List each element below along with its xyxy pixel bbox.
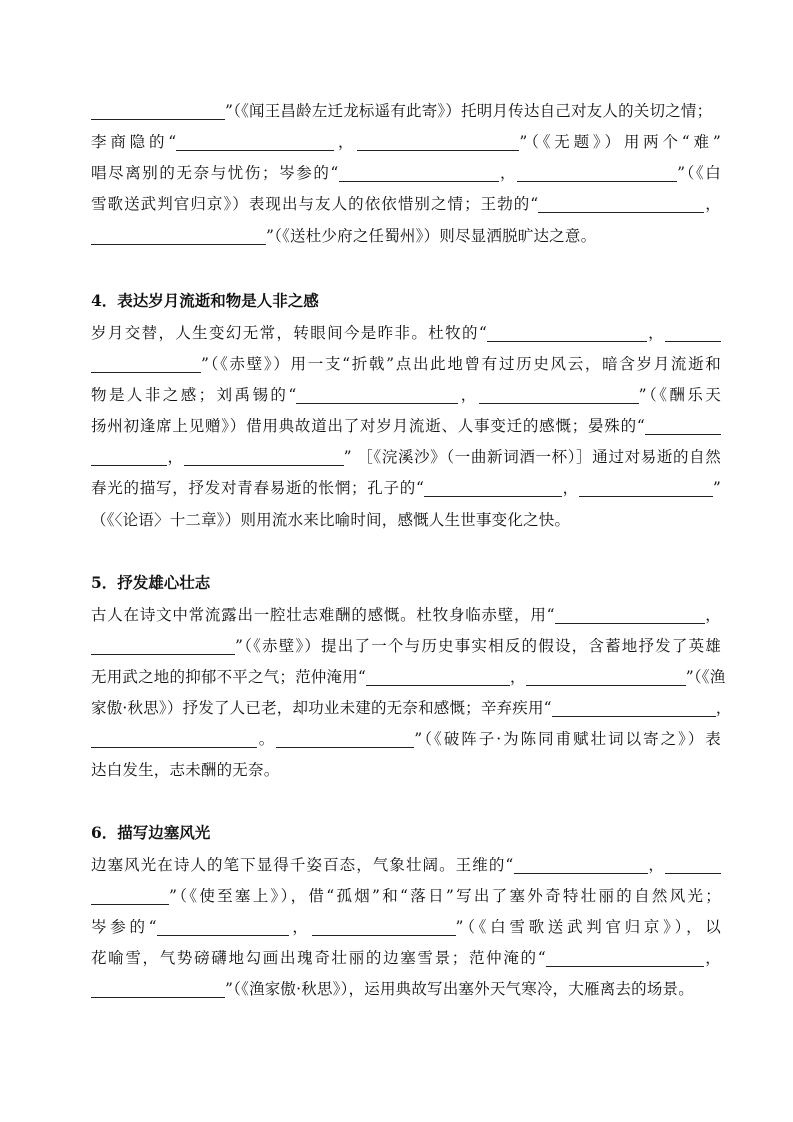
text: 岑参的“: [91, 918, 157, 936]
text: 无用武之地的抑郁不平之气；范仲淹用“: [91, 668, 367, 686]
text: ”（《赤壁》）提出了一个与历史事实相反的假设，含蓄地抒发了英雄: [235, 637, 721, 655]
s6-line-3: [91, 917, 721, 939]
s4-line-6: [91, 478, 721, 500]
s4-line-7: （《〈论语〉十二章》）则用流水来比喻时间，感慨人生世事变化之快。: [91, 511, 571, 529]
s6-line-5: [91, 979, 721, 1001]
text: 花喻雪，气势磅礴地勾画出瑰奇壮丽的边塞雪景；范仲淹的“: [91, 949, 546, 967]
s4-line-5: [91, 447, 721, 469]
fill-blank[interactable]: [579, 479, 713, 497]
s5-line-5: [91, 729, 721, 751]
text: ，: [288, 918, 312, 936]
text: 边塞风光在诗人的笔下显得千姿百态，气象壮阔。王维的“: [91, 856, 514, 874]
fill-blank[interactable]: [424, 479, 562, 497]
text: ，: [647, 856, 665, 874]
s5-line-3: [91, 667, 726, 689]
text: ”（《赤壁》）用一支“折戟”点出此地曾有过历史风云，暗含岁月流逝和: [201, 355, 721, 373]
text: 。: [257, 730, 277, 748]
s5-line-6: 达白发生，志未酬的无奈。: [91, 761, 280, 779]
text: 雪歌送武判官归京》）表现出与友人的依依惜别之情；王勃的“: [91, 195, 539, 213]
fill-blank[interactable]: [339, 164, 499, 182]
text: ，: [334, 133, 358, 151]
s3-line-1: [91, 101, 721, 123]
fill-blank[interactable]: [479, 386, 639, 404]
fill-blank[interactable]: [517, 164, 677, 182]
s3-line-4: [91, 194, 721, 216]
text: ，: [715, 699, 732, 717]
text: ，: [562, 479, 579, 497]
s4-line-4: [91, 416, 721, 438]
fill-blank[interactable]: [91, 227, 266, 245]
s6-line-4: [91, 948, 721, 970]
text: ”（《白雪歌送武判官归京》），以: [455, 918, 721, 936]
text: ，: [498, 164, 518, 182]
text: ，: [704, 195, 721, 213]
text: ”（《闻王昌龄左迁龙标遥有此寄》）托明月传达自己对友人的关切之情；: [225, 102, 713, 120]
text: 物是人非之感；刘禹锡的“: [91, 386, 297, 404]
text: ，: [703, 949, 722, 967]
fill-blank[interactable]: [157, 918, 289, 936]
fill-blank[interactable]: [665, 324, 721, 342]
s4-line-3: [91, 385, 721, 407]
fill-blank[interactable]: [276, 730, 414, 748]
fill-blank[interactable]: [645, 417, 721, 435]
s3-line-2: [91, 132, 721, 154]
text: ”（《破阵子·为陈同甫赋壮词以寄之》）表: [414, 730, 721, 748]
fill-blank[interactable]: [487, 324, 647, 342]
fill-blank[interactable]: [184, 448, 344, 466]
text: 家傲·秋思》）抒发了人已老，却功业未建的无奈和感慨；辛弃疾用“: [91, 699, 552, 717]
s5-line-1: [91, 605, 721, 627]
fill-blank[interactable]: [91, 637, 235, 655]
fill-blank[interactable]: [514, 856, 648, 874]
text: ”（《使至塞上》），借“孤烟”和“落日”写出了塞外奇特壮丽的自然风光；: [169, 887, 721, 905]
fill-blank[interactable]: [555, 606, 705, 624]
text: ，: [510, 668, 526, 686]
text: 唱尽离别的无奈与忧伤；岑参的“: [91, 164, 339, 182]
fill-blank[interactable]: [546, 949, 704, 967]
s3-line-5: [91, 226, 721, 248]
text: ” ［《浣溪沙》（一曲新词酒一杯）］通过对易逝的自然: [343, 448, 721, 466]
s4-line-2: [91, 354, 721, 376]
text: 古人在诗文中常流露出一腔壮志难酬的感慨。杜牧身临赤壁，用“: [91, 606, 555, 624]
text: ”（《渔: [685, 668, 726, 686]
text: ，: [704, 606, 721, 624]
s4-line-1: [91, 323, 721, 345]
section-heading: 5．抒发雄心壮志: [91, 573, 211, 592]
fill-blank[interactable]: [526, 668, 686, 686]
fill-blank[interactable]: [91, 102, 225, 120]
fill-blank[interactable]: [91, 355, 201, 373]
fill-blank[interactable]: [312, 918, 456, 936]
fill-blank[interactable]: [665, 856, 721, 874]
s3-line-3: [91, 163, 721, 185]
s6-line-1: [91, 855, 721, 877]
fill-blank[interactable]: [296, 386, 458, 404]
fill-blank[interactable]: [91, 448, 167, 466]
text: ”（《渔家傲·秋思》），运用典故写出塞外天气寒冷，大雁离去的场景。: [225, 980, 694, 998]
fill-blank[interactable]: [91, 730, 257, 748]
text: ”: [712, 479, 721, 497]
section-heading: 4．表达岁月流逝和物是人非之感: [91, 291, 319, 310]
fill-blank[interactable]: [552, 699, 716, 717]
text: 扬州初逢席上见赠》）借用典故道出了对岁月流逝、人事变迁的感慨；晏殊的“: [91, 417, 645, 435]
text: ”（《无题》）用两个“难”: [519, 133, 721, 151]
fill-blank[interactable]: [357, 133, 519, 151]
text: ”（《送杜少府之任蜀州》）则尽显洒脱旷达之意。: [266, 227, 597, 245]
s5-line-2: [91, 636, 721, 658]
text: ”（《酬乐天: [638, 386, 722, 404]
text: ，: [458, 386, 479, 404]
text: ”（《白: [677, 164, 721, 182]
text: 春光的描写，抒发对青春易逝的怅惘；孔子的“: [91, 479, 425, 497]
text: ，: [167, 448, 184, 466]
fill-blank[interactable]: [91, 980, 225, 998]
text: 李商隐的“: [91, 133, 177, 151]
fill-blank[interactable]: [538, 195, 704, 213]
section-heading: 6．描写边塞风光: [91, 823, 211, 842]
fill-blank[interactable]: [176, 133, 334, 151]
text: 岁月交替，人生变幻无常，转眼间今是昨非。杜牧的“: [91, 324, 487, 342]
s6-line-2: [91, 886, 721, 908]
s5-line-4: [91, 698, 732, 720]
fill-blank[interactable]: [366, 668, 510, 686]
fill-blank[interactable]: [91, 887, 169, 905]
text: ，: [646, 324, 665, 342]
